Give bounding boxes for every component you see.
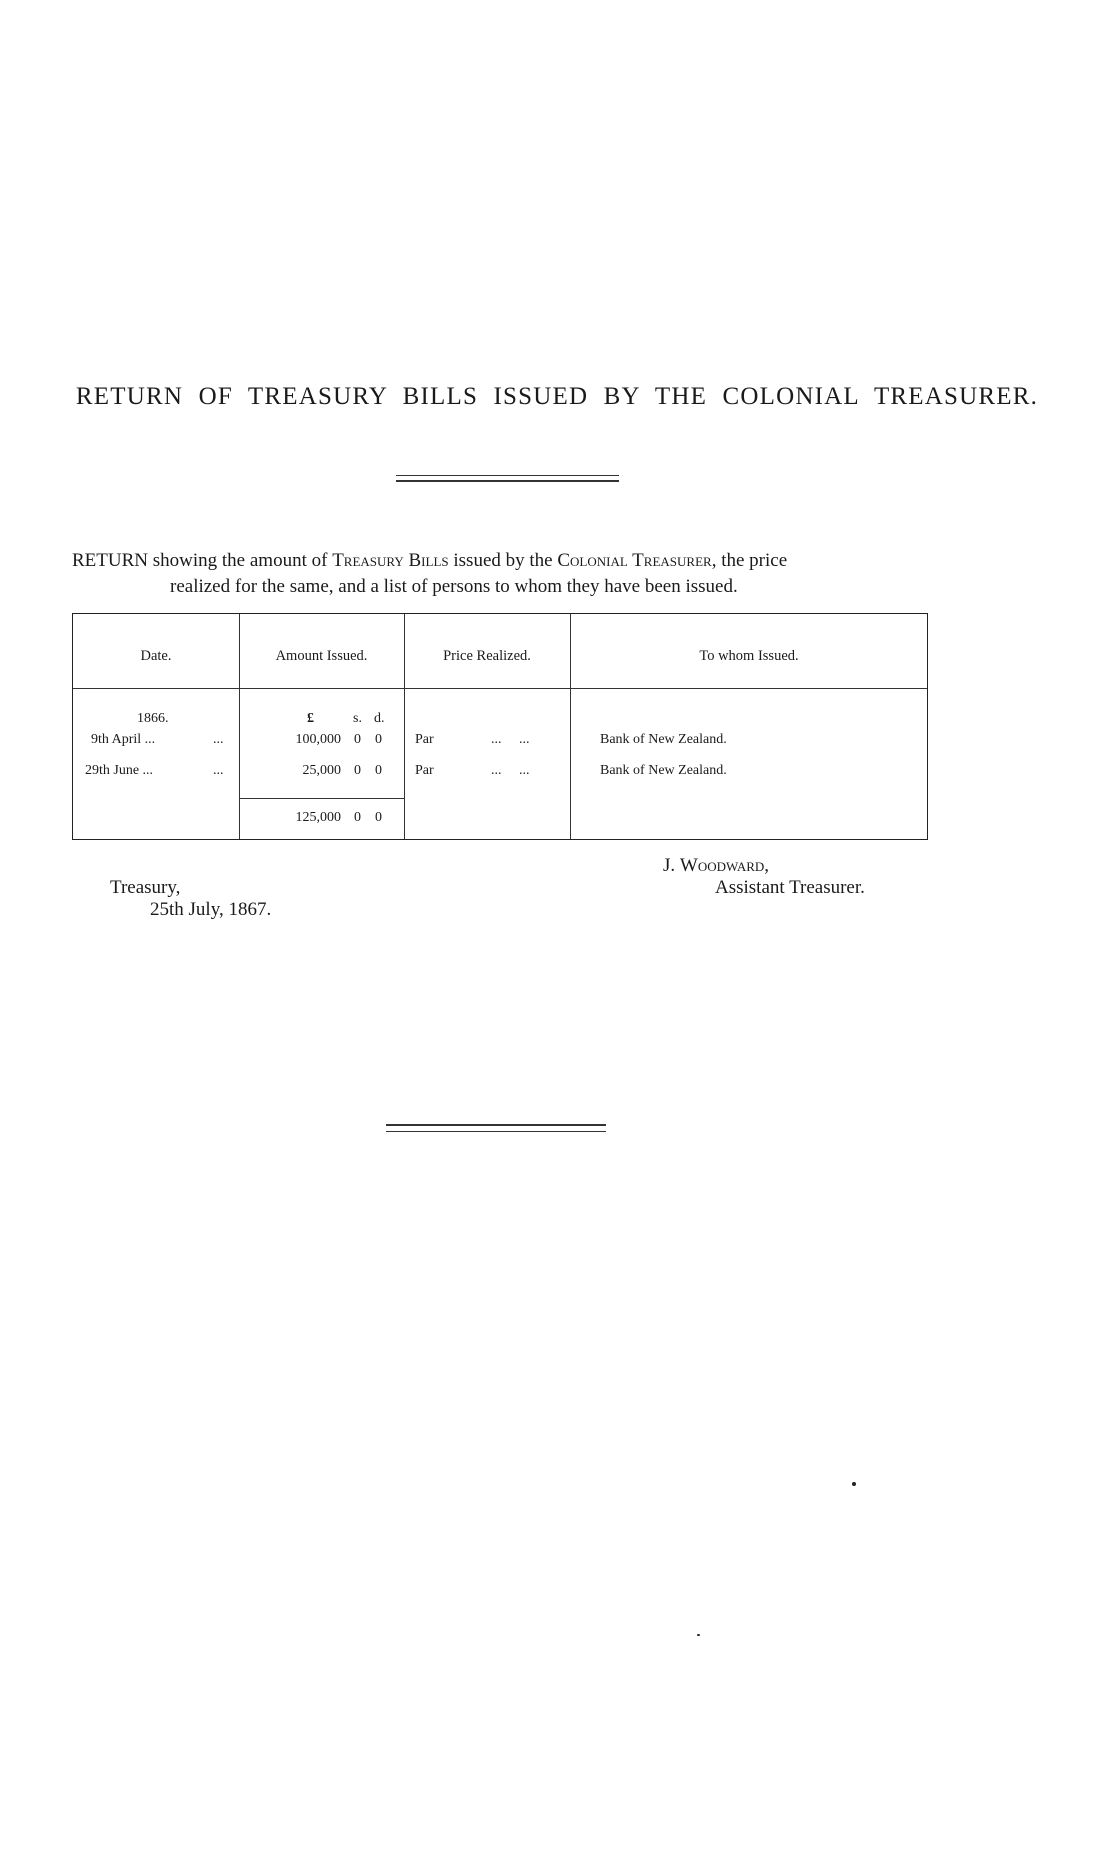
signatory-name: Woodward (679, 855, 765, 876)
signatory (663, 855, 769, 877)
page-title: RETURN OF TREASURY BILLS ISSUED BY THE COLONIAL TREASURER. (75, 383, 1039, 410)
shilling-symbol: s. (353, 711, 362, 726)
intro-text-3: , the price (711, 550, 788, 571)
intro-colonial-treasurer: Colonial Treasurer (557, 550, 712, 571)
row-2-price: Par (415, 763, 434, 778)
signatory-initial: J. (663, 855, 680, 876)
header-price: Price Realized. (443, 648, 531, 664)
treasury-date: 25th July, 1867. (150, 899, 272, 920)
intro-line-2: realized for the same, and a list of persons to whom they have been issued. (170, 576, 738, 597)
signatory-comma: , (764, 855, 770, 876)
total-shillings: 0 (354, 810, 361, 825)
header-amount: Amount Issued. (275, 648, 368, 664)
intro-lead: RETURN (72, 550, 148, 571)
ink-dot (697, 1634, 700, 1636)
row-2-pounds: 25,000 (302, 763, 341, 778)
total-pence: 0 (375, 810, 382, 825)
row-1-pounds: 100,000 (295, 732, 341, 747)
treasury-place: Treasury, (110, 877, 181, 898)
row-2-date: 29th June ... (85, 763, 154, 778)
signatory-title: Assistant Treasurer. (715, 877, 865, 898)
total-pounds: 125,000 (295, 810, 341, 825)
header-divider (73, 688, 927, 689)
row-2-date-dots: ... (213, 763, 224, 778)
year-label: 1866. (137, 711, 169, 726)
row-1-price-dots: ... ... (491, 732, 530, 747)
intro-text-2: issued by the (448, 550, 558, 571)
treasury-bills-table (72, 613, 928, 840)
row-1-pence: 0 (375, 732, 382, 747)
pence-symbol: d. (374, 711, 385, 726)
title-divider-top (396, 475, 619, 476)
row-1-date-dots: ... (213, 732, 224, 747)
closing-divider-top (386, 1124, 606, 1126)
row-1-date: 9th April ... (91, 732, 156, 747)
row-2-to-whom: Bank of New Zealand. (600, 763, 727, 778)
ink-dot (852, 1482, 856, 1486)
header-date: Date. (140, 648, 172, 664)
intro-paragraph (72, 548, 932, 600)
row-1-shillings: 0 (354, 732, 361, 747)
intro-text-1: showing the amount of (148, 550, 333, 571)
row-1-price: Par (415, 732, 434, 747)
intro-treasury-bills: Treasury Bills (332, 550, 449, 571)
row-2-price-dots: ... ... (491, 763, 530, 778)
closing-divider-bottom (386, 1131, 606, 1132)
title-divider-bottom (396, 480, 619, 482)
total-divider (239, 798, 404, 799)
header-to-whom: To whom Issued. (699, 648, 799, 664)
row-1-to-whom: Bank of New Zealand. (600, 732, 727, 747)
row-2-pence: 0 (375, 763, 382, 778)
pound-symbol: £ (307, 711, 314, 726)
row-2-shillings: 0 (354, 763, 361, 778)
